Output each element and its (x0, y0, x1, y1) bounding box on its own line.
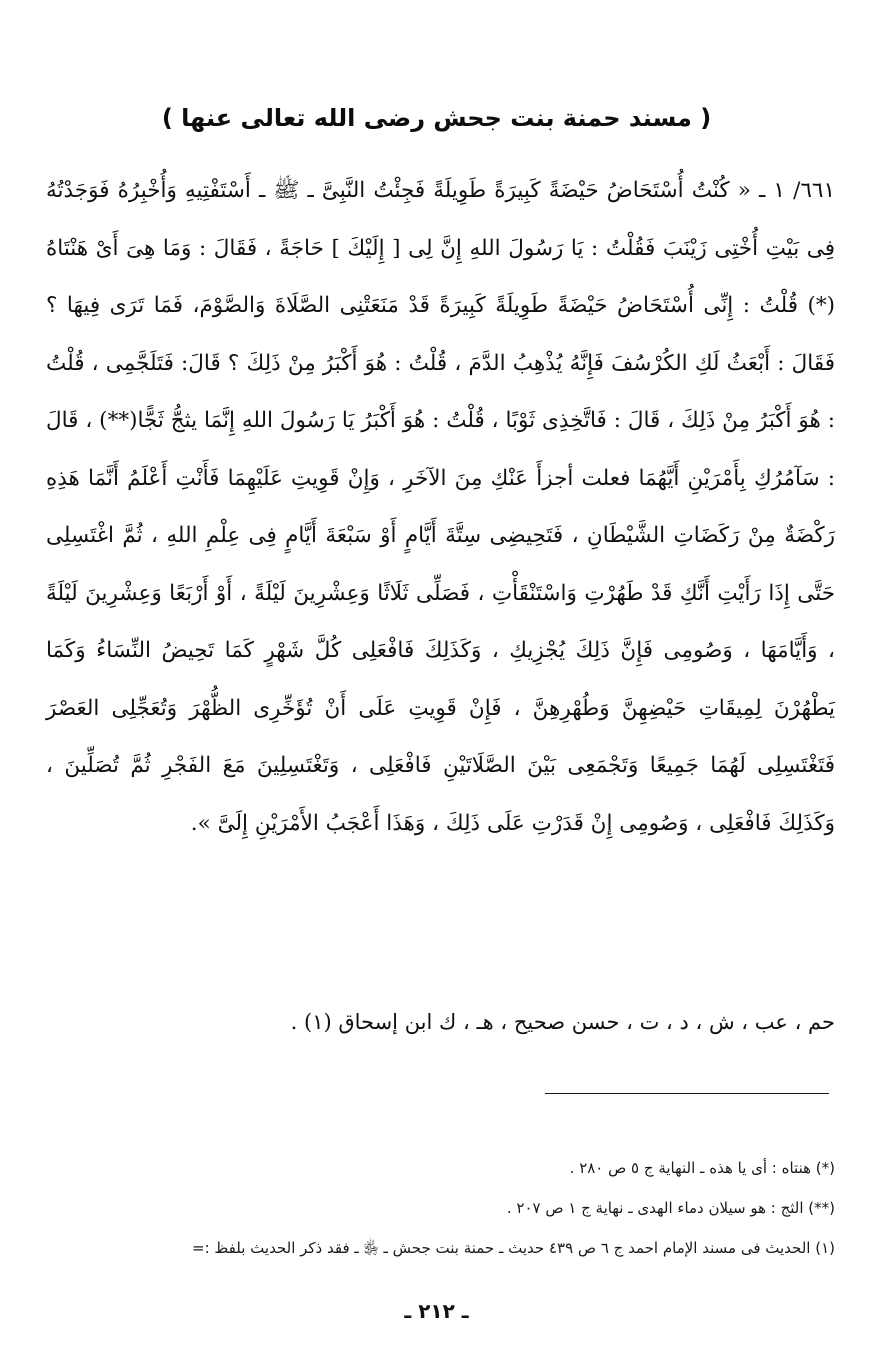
footnote-hantah: (*) هنتاه : أى يا هذه ـ النهاية ج ٥ ص ٢٨٠ . (569, 1159, 835, 1177)
page-number: ـ ٢١٢ ـ (404, 1299, 469, 1323)
footnotes (30, 1148, 835, 1268)
hadith-body (46, 162, 835, 852)
hadith-text: ٦٦١/ ١ ـ « كُنْتُ أُسْتَحَاضُ حَيْضَةً كَبِيرَةً طَوِيلَةً فَجِئْتُ النَّبِىَّ ـ ﷺ ـ أَسْتَفْتِيهِ وَأُخْبِرُهُ فَوَجَدْتُهُ فِى بَيْتِ أُخْتِى زَيْنَبَ فَقُلْتُ : يَا رَسُولَ اللهِ إِنَّ لِى [ إِلَيْكَ ] حَاجَةً ، فَقَالَ : وَمَا هِىَ أَىْ هَنْتَاهُ (*) قُلْتُ : إِنِّى أُسْتَحَاضُ حَيْضَةً طَوِيلَةً كَبِيرَةً قَدْ مَنَعَتْنِى الصَّلَاةَ وَالصَّوْمَ، فَمَا تَرَى فِيهَا ؟ فَقَالَ : أَبْعَثُ لَكِ الكُرْسُفَ فَإِنَّهُ يُذْهِبُ الدَّمَ ، قُلْتُ : هُوَ أَكْبَرُ مِنْ ذَلِكَ ؟ قَالَ: فَتَلَجَّمِى ، قُلْتُ : هُوَ أَكْبَرُ مِنْ ذَلِكَ ، قَالَ : فَاتَّخِذِى ثَوْبًا ، قُلْتُ : هُوَ أَكْبَرُ يَا رَسُولَ اللهِ إِنَّمَا يثجُّ ثَجًّا(**) ، قَالَ : سَآمُرُكِ بِأَمْرَيْنِ أَيَّهُمَا فعلت أجزأَ عَنْكِ مِنَ الآخَرِ ، وَإِنْ قَوِيتِ عَلَيْهِمَا فَأَنْتِ أَعْلَمُ أَنَّمَا هَذِهِ رَكْضَةٌ مِنْ رَكَضَاتِ الشَّيْطَانِ ، فَتَحِيضِى سِتَّةَ أَيَّامٍ أَوْ سَبْعَةَ أَيَّامٍ فِى عِلْمِ اللهِ ، ثُمَّ اغْتَسِلِى حَتَّى إِذَا رَأَيْتِ أَنَّكِ قَدْ طَهُرْتِ وَاسْتَنْقَأْتِ ، فَصَلِّى ثَلَاثًا وَعِشْرِينَ لَيْلَةً ، أَوْ أَرْبَعًا وَعِشْرِينَ لَيْلَةً ، وَأَيَّامَهَا ، وَصُومِى فَإِنَّ ذَلِكَ يُجْزِيكِ ، وَكَذَلِكَ فَافْعَلِى كُلَّ شَهْرٍ كَمَا تَحِيضُ النِّسَاءُ وَكَمَا يَطْهُرْنَ لِمِيقَاتِ حَيْضِهِنَّ وَطُهْرِهِنَّ ، فَإِنْ قَوِيتِ عَلَى أَنْ تُؤَخِّرِى الظُّهْرَ وَتُعَجِّلِى العَصْرَ فَتَغْتَسِلِى لَهُمَا جَمِيعًا وَتَجْمَعِى بَيْنَ الصَّلَاتَيْنِ فَافْعَلِى ، وَتَغْتَسِلِينَ مَعَ الفَجْرِ ثُمَّ تُصَلِّينَ ، وَكَذَلِكَ فَافْعَلِى ، وَصُومِى إِنْ قَدَرْتِ عَلَى ذَلِكَ ، وَهَذَا أَعْجَبُ الأَمْرَيْنِ إِلَىَّ ». (46, 178, 836, 836)
footnote-musnad-reference: (١) الحديث فى مسند الإمام احمد ج ٦ ص ٤٣٩ حديث ـ حمنة بنت جحش ـ ﵂ ـ فقد ذكر الحديث بلفظ := (192, 1239, 835, 1257)
footnote-separator (545, 1093, 829, 1094)
section-heading: ( مسند حمنة بنت جحش رضى الله تعالى عنها ) (161, 104, 712, 132)
footnote-thajj: (**) الثج : هو سيلان دماء الهدى ـ نهاية ج ١ ص ٢٠٧ . (506, 1199, 835, 1217)
hadith-sources: حم ، عب ، ش ، د ، ت ، حسن صحيح ، هـ ، ك ابن إسحاق (١) . (290, 1010, 835, 1034)
